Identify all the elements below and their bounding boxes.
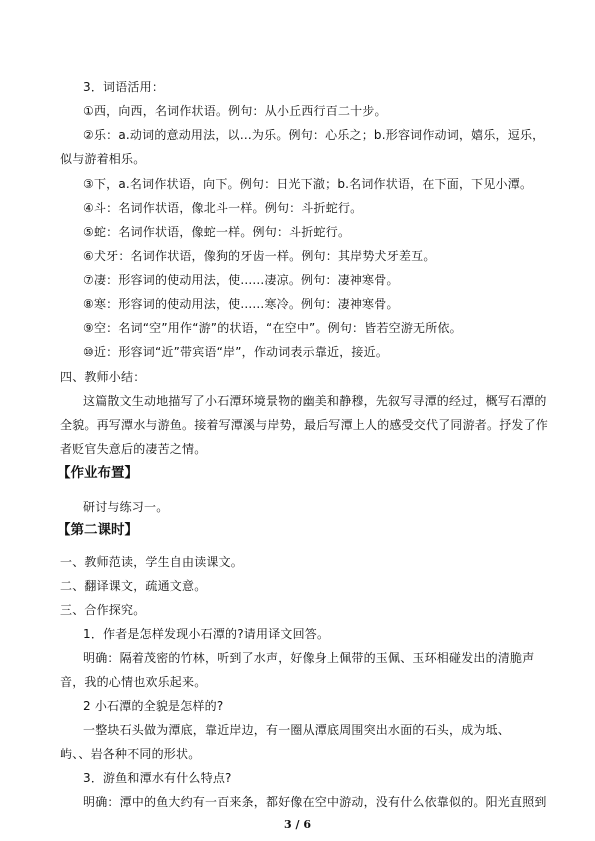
step-1: 一、教师范读，学生自由读课文。	[60, 555, 244, 569]
section-3-title: 3．词语活用：	[83, 80, 165, 94]
question-3: 3．游鱼和潭水有什么特点?	[83, 771, 232, 785]
answer-1-line-1: 明确：隔着茂密的竹林，听到了水声，好像身上佩带的玉佩、玉环相碰发出的清脆声	[83, 651, 535, 665]
usage-item-2-continued: 似与游着相乐。	[60, 152, 146, 166]
usage-item-10: ⑩近：形容词“近”带宾语“岸”，作动词表示靠近，接近。	[83, 345, 389, 359]
answer-3-line-1: 明确：潭中的鱼大约有一百来条，都好像在空中游动，没有什么依靠似的。阳光直照到	[83, 795, 547, 809]
teacher-summary-title: 四、教师小结：	[60, 370, 146, 384]
usage-item-4: ④斗：名词作状语，像北斗一样。例句：斗折蛇行。	[83, 201, 363, 215]
usage-item-9: ⑨空：名词“空”用作“游”的状语，“在空中”。例句：皆若空游无所依。	[83, 321, 462, 335]
usage-item-5: ⑤蛇：名词作状语，像蛇一样。例句：斗折蛇行。	[83, 225, 351, 239]
second-lesson-heading: 【第二课时】	[57, 522, 138, 538]
question-1: 1．作者是怎样发现小石潭的?请用译文回答。	[83, 627, 330, 641]
usage-item-7: ⑦凄：形容词的使动用法，使......凄凉。例句：凄神寒骨。	[83, 273, 399, 287]
question-2: 2 小石潭的全貌是怎样的?	[83, 699, 224, 713]
usage-item-1: ①西，向西，名词作状语。例句：从小丘西行百二十步。	[83, 104, 387, 118]
summary-paragraph-line-2: 全貌。再写潭水与游鱼。接着写潭溪与岸势，最后写潭上人的感受交代了同游者。抒发了作	[60, 418, 549, 432]
summary-paragraph-line-3: 者贬官失意后的凄苦之情。	[60, 442, 207, 456]
answer-2-line-1: 一整块石头做为潭底，靠近岸边，有一圈从潭底周围突出水面的石头，成为坻、	[83, 723, 511, 737]
homework-text: 研讨与练习一。	[83, 500, 169, 514]
page-number: 3 / 6	[284, 818, 311, 831]
usage-item-2: ②乐：a.动词的意动用法，以…为乐。例句：心乐之；b.形容词作动词，嬉乐，逗乐，	[83, 128, 545, 142]
usage-item-6: ⑥犬牙：名词作状语，像狗的牙齿一样。例句：其岸势犬牙差互。	[83, 249, 436, 263]
usage-item-8: ⑧寒：形容词的使动用法，使......寒冷。例句：凄神寒骨。	[83, 297, 399, 311]
answer-1-line-2: 音，我的心情也欢乐起来。	[60, 675, 207, 689]
step-3: 三、合作探究。	[60, 603, 146, 617]
answer-2-line-2: 屿、、岩各种不同的形状。	[60, 747, 201, 761]
summary-paragraph-line-1: 这篇散文生动地描写了小石潭环境景物的幽美和静穆，先叙写寻潭的经过，概写石潭的	[83, 394, 547, 408]
step-2: 二、翻译课文，疏通文意。	[60, 579, 207, 593]
usage-item-3: ③下，a.名词作状语，向下。例句：日光下澈；b.名词作状语，在下面，下见小潭。	[83, 177, 533, 191]
homework-heading: 【作业布置】	[57, 465, 138, 481]
